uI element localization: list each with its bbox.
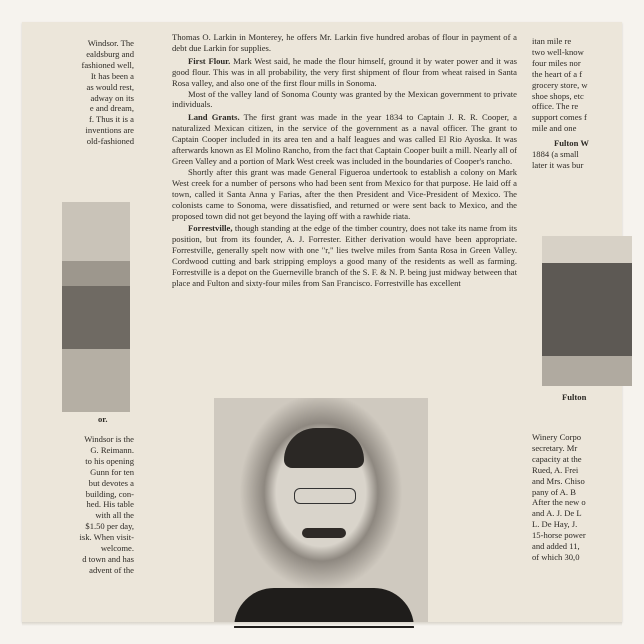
left-column-line: fashioned well, [81, 59, 134, 70]
right-column-line: secretary. Mr [532, 442, 578, 453]
middle-column [172, 22, 517, 289]
building-photo-left [62, 202, 130, 412]
right-column-line: the heart of a f [532, 68, 583, 79]
left-column-line: adway on its [90, 92, 134, 103]
right-column-line: mile and one [532, 123, 577, 134]
right-column-line: Winery Corpo [532, 432, 582, 442]
intro-paragraph: Thomas O. Larkin in Monterey, he offers Mr. Larkin five hundred arobas of flour in payment of a debt due Larkin for supplies. [172, 32, 517, 53]
tile-edge-shadow [22, 622, 622, 626]
left-column-line: Windsor. The [87, 38, 134, 48]
portrait-glasses [294, 488, 356, 504]
left-column-line: isk. When visit- [79, 532, 134, 543]
fulton-heading: Fulton W [554, 138, 589, 149]
right-column-line: 15-horse power [532, 530, 586, 541]
land-grants-paragraph [172, 112, 517, 167]
right-column-line: office. The re [532, 101, 579, 112]
left-column-line: but devotes a [88, 477, 134, 488]
left-column-line: hed. His table [86, 499, 134, 510]
right-column-line: and added 11, [532, 541, 580, 552]
left-column-line: $1.50 per day, [85, 521, 134, 532]
right-column-line: support comes f [532, 112, 587, 123]
first-flour-text: Mark West said, he made the flour himself, ground it by water power and it was good flour. This was in all probability, the very first shipment of flour from wheat raised in Santa Rosa valley, and also one of the first flour mills in Sonoma. [172, 55, 518, 88]
left-photo-caption: or. [98, 414, 108, 424]
right-column-line: four miles nor [532, 57, 581, 68]
left-column-bottom-lines [22, 434, 134, 576]
left-column-line: Windsor is the [84, 434, 134, 444]
forrestville-paragraph [172, 223, 517, 288]
left-column-line: with all the [95, 510, 134, 521]
left-column-line: welcome. [100, 543, 134, 554]
right-column-line: two well-know [532, 46, 584, 57]
left-column-line: as would rest, [86, 81, 134, 92]
left-column [22, 22, 134, 575]
land-grants-text: The first grant was made in the year 1834 to Captain J. R. R. Cooper, a naturalized Mexican citizen, in the service of the government as a naval officer. The grant to Captain Cooper included in its area ten and a half leagues and was called El Rio Ayoska. It was afterwards known as El Molino Rancho, from the fact that Captain Cooper built a mill. Nearly all of Green Valley and a portion of Mark West creek was included in the boundaries of Cooper's rancho. [172, 112, 517, 166]
left-column-line: to his opening [85, 455, 134, 466]
forrestville-text: though standing at the edge of the timber country, does not take its name from its position, but from its founder, A. J. Forrester. Either derivation would have been appropriate. Forrestville, generally spelt now with one "r," lies twelve miles from Santa Rosa in Green Valley. Cordwood cutting and bark stripping employs a good many of the residents as well as farming. Forrestville is a depot on the Guerneville branch of the S. F. & N. P. being just midway between that place and Fulton and sixty-four miles from San Francisco. Forrestville has excellent [172, 223, 517, 288]
coaster-tile [22, 22, 622, 622]
left-column-line: advent of the [89, 564, 134, 575]
right-column-line: 1884 (a small [532, 149, 579, 160]
right-column-line: and Mrs. Chiso [532, 475, 585, 486]
right-column-line: capacity at the [532, 453, 582, 464]
valley-land-paragraph: Most of the valley land of Sonoma County was granted by the Mexican government to private individuals. [172, 88, 517, 110]
portrait-photo [214, 398, 428, 622]
land-grants-heading: Land Grants. [188, 112, 240, 123]
left-column-line: f. Thus it is a [89, 114, 134, 125]
right-column-line: Rued, A. Frei [532, 464, 579, 475]
left-column-line: inventions are [85, 125, 134, 136]
first-flour-heading: First Flour. [188, 55, 231, 66]
right-column-line: later it was bur [532, 159, 584, 170]
left-column-line: ealdsburg and [86, 48, 134, 59]
right-column-fulton-lines [532, 149, 632, 171]
left-column-line: Gunn for ten [90, 466, 134, 477]
right-column-bottom-lines [532, 432, 632, 563]
right-column-line: After the new o [532, 497, 586, 508]
right-column-line: L. De Hay, J. [532, 519, 578, 530]
left-column-top-lines [22, 38, 134, 147]
right-column-line: pany of A. B [532, 486, 576, 497]
left-column-line: It has been a [90, 70, 134, 81]
right-column-line: grocery store, w [532, 79, 588, 90]
right-photo-caption: Fulton [562, 392, 587, 402]
first-flour-paragraph [172, 56, 517, 89]
left-column-line: d town and has [82, 553, 134, 564]
figueroa-paragraph: Shortly after this grant was made General Figueroa undertook to establish a colony on Mark West creek for a number of persons who had been sent from Mexico for that purpose. He laid off a town, called it Santa Anna y Farias, after the then President and Vice-President of Mexico. The colonists came to Sonoma, were dissatisfied, and returned or were sent back to Mexico, and the proposed town did not get beyond the laying off with a rawhide riata. [172, 166, 517, 221]
right-column-line: itan mile re [532, 36, 572, 46]
left-column-line: building, con- [85, 488, 134, 499]
right-column-line: and A. J. De L [532, 508, 582, 519]
right-column-line: shoe shops, etc [532, 90, 584, 101]
right-column [532, 22, 632, 562]
left-column-line: G. Reimann. [90, 444, 134, 455]
right-column-top-lines [532, 36, 632, 134]
portrait-mustache [302, 528, 346, 538]
left-column-line: old-fashioned [86, 136, 134, 147]
left-column-line: e and dream, [89, 103, 134, 114]
portrait-hair [284, 428, 364, 468]
forrestville-heading: Forrestville, [188, 223, 233, 234]
right-column-line: of which 30,0 [532, 551, 580, 562]
building-photo-right [542, 236, 632, 386]
